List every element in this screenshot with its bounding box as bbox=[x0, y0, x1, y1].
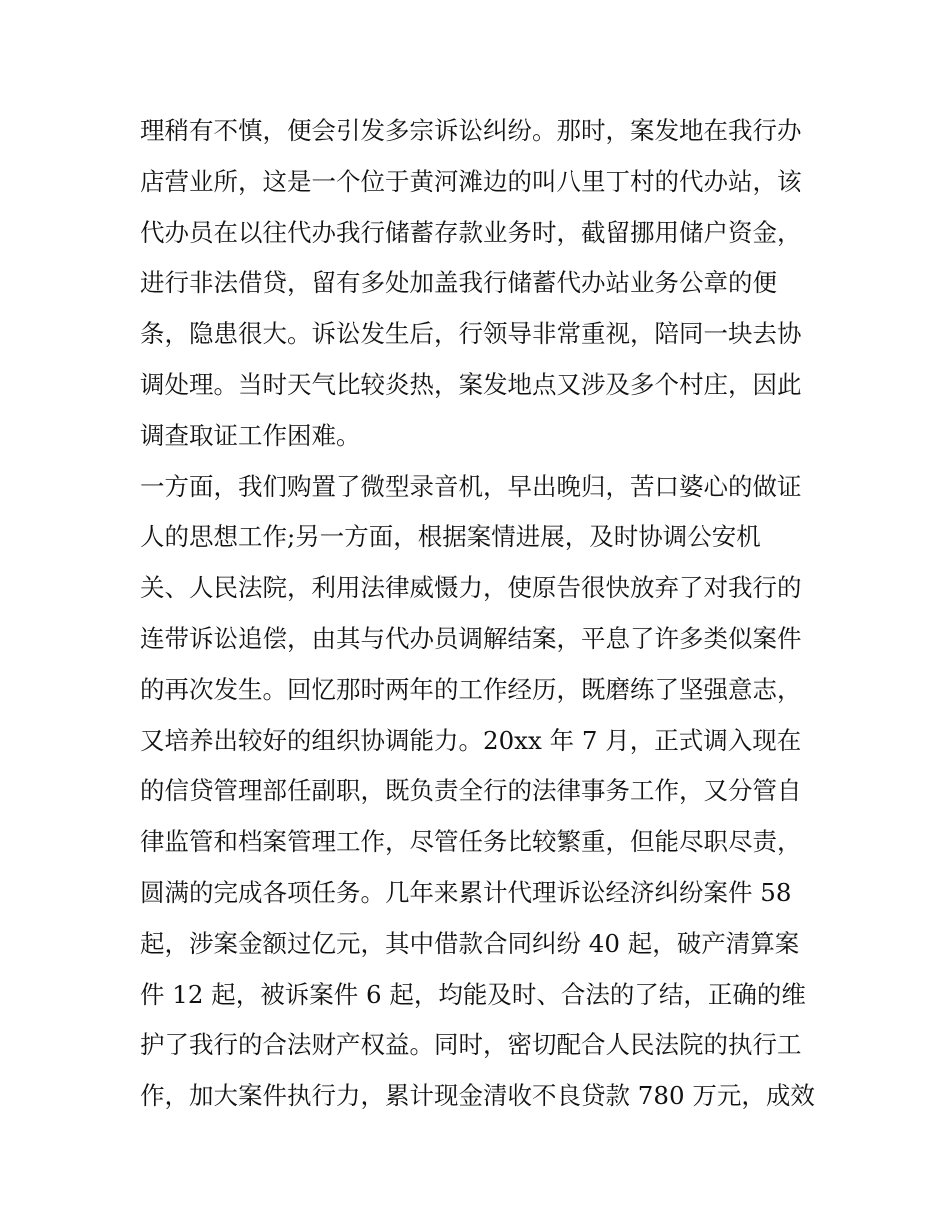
text-line: 连带诉讼追偿，由其与代办员调解结案，平息了许多类似案件 bbox=[140, 623, 802, 653]
text-line: 条，隐患很大。诉讼发生后，行领导非常重视，陪同一块去协 bbox=[140, 319, 802, 349]
text-line: 店营业所，这是一个位于黄河滩边的叫八里丁村的代办站，该 bbox=[140, 166, 802, 196]
body-text bbox=[140, 106, 830, 1122]
text-line: 的再次发生。回忆那时两年的工作经历，既磨练了坚强意志， bbox=[140, 674, 802, 704]
text-line: 进行非法借贷，留有多处加盖我行储蓄代办站业务公章的便 bbox=[140, 268, 777, 298]
text-line: 圆满的完成各项任务。几年来累计代理诉讼经济纠纷案件 58 bbox=[140, 877, 792, 907]
text-line: 代办员在以往代办我行储蓄存款业务时，截留挪用储户资金， bbox=[140, 217, 802, 247]
text-line: 起，涉案金额过亿元，其中借款合同纠纷 40 起，破产清算案 bbox=[140, 928, 800, 958]
text-line: 调查取证工作困难。 bbox=[140, 420, 361, 450]
text-line: 的信贷管理部任副职，既负责全行的法律事务工作，又分管自 bbox=[140, 776, 802, 806]
text-line: 关、人民法院，利用法律威慑力，使原告很快放弃了对我行的 bbox=[140, 573, 802, 603]
text-line: 理稍有不慎，便会引发多宗诉讼纠纷。那时，案发地在我行办 bbox=[140, 116, 802, 145]
text-line: 又培养出较好的组织协调能力。20xx 年 7 月，正式调入现在 bbox=[140, 725, 802, 755]
text-line: 律监管和档案管理工作，尽管任务比较繁重，但能尽职尽责， bbox=[140, 827, 802, 857]
text-line: 调处理。当时天气比较炎热，案发地点又涉及多个村庄，因此 bbox=[140, 369, 802, 399]
text-line: 护了我行的合法财产权益。同时，密切配合人民法院的执行工 bbox=[140, 1030, 802, 1060]
text-line: 人的思想工作;另一方面，根据案情进展，及时协调公安机 bbox=[140, 522, 761, 552]
text-line: 作，加大案件执行力，累计现金清收不良贷款 780 万元，成效 bbox=[140, 1081, 815, 1111]
text-line: 件 12 起，被诉案件 6 起，均能及时、合法的了结，正确的维 bbox=[140, 979, 806, 1009]
text-line: 一方面，我们购置了微型录音机，早出晚归，苦口婆心的做证 bbox=[140, 471, 802, 501]
